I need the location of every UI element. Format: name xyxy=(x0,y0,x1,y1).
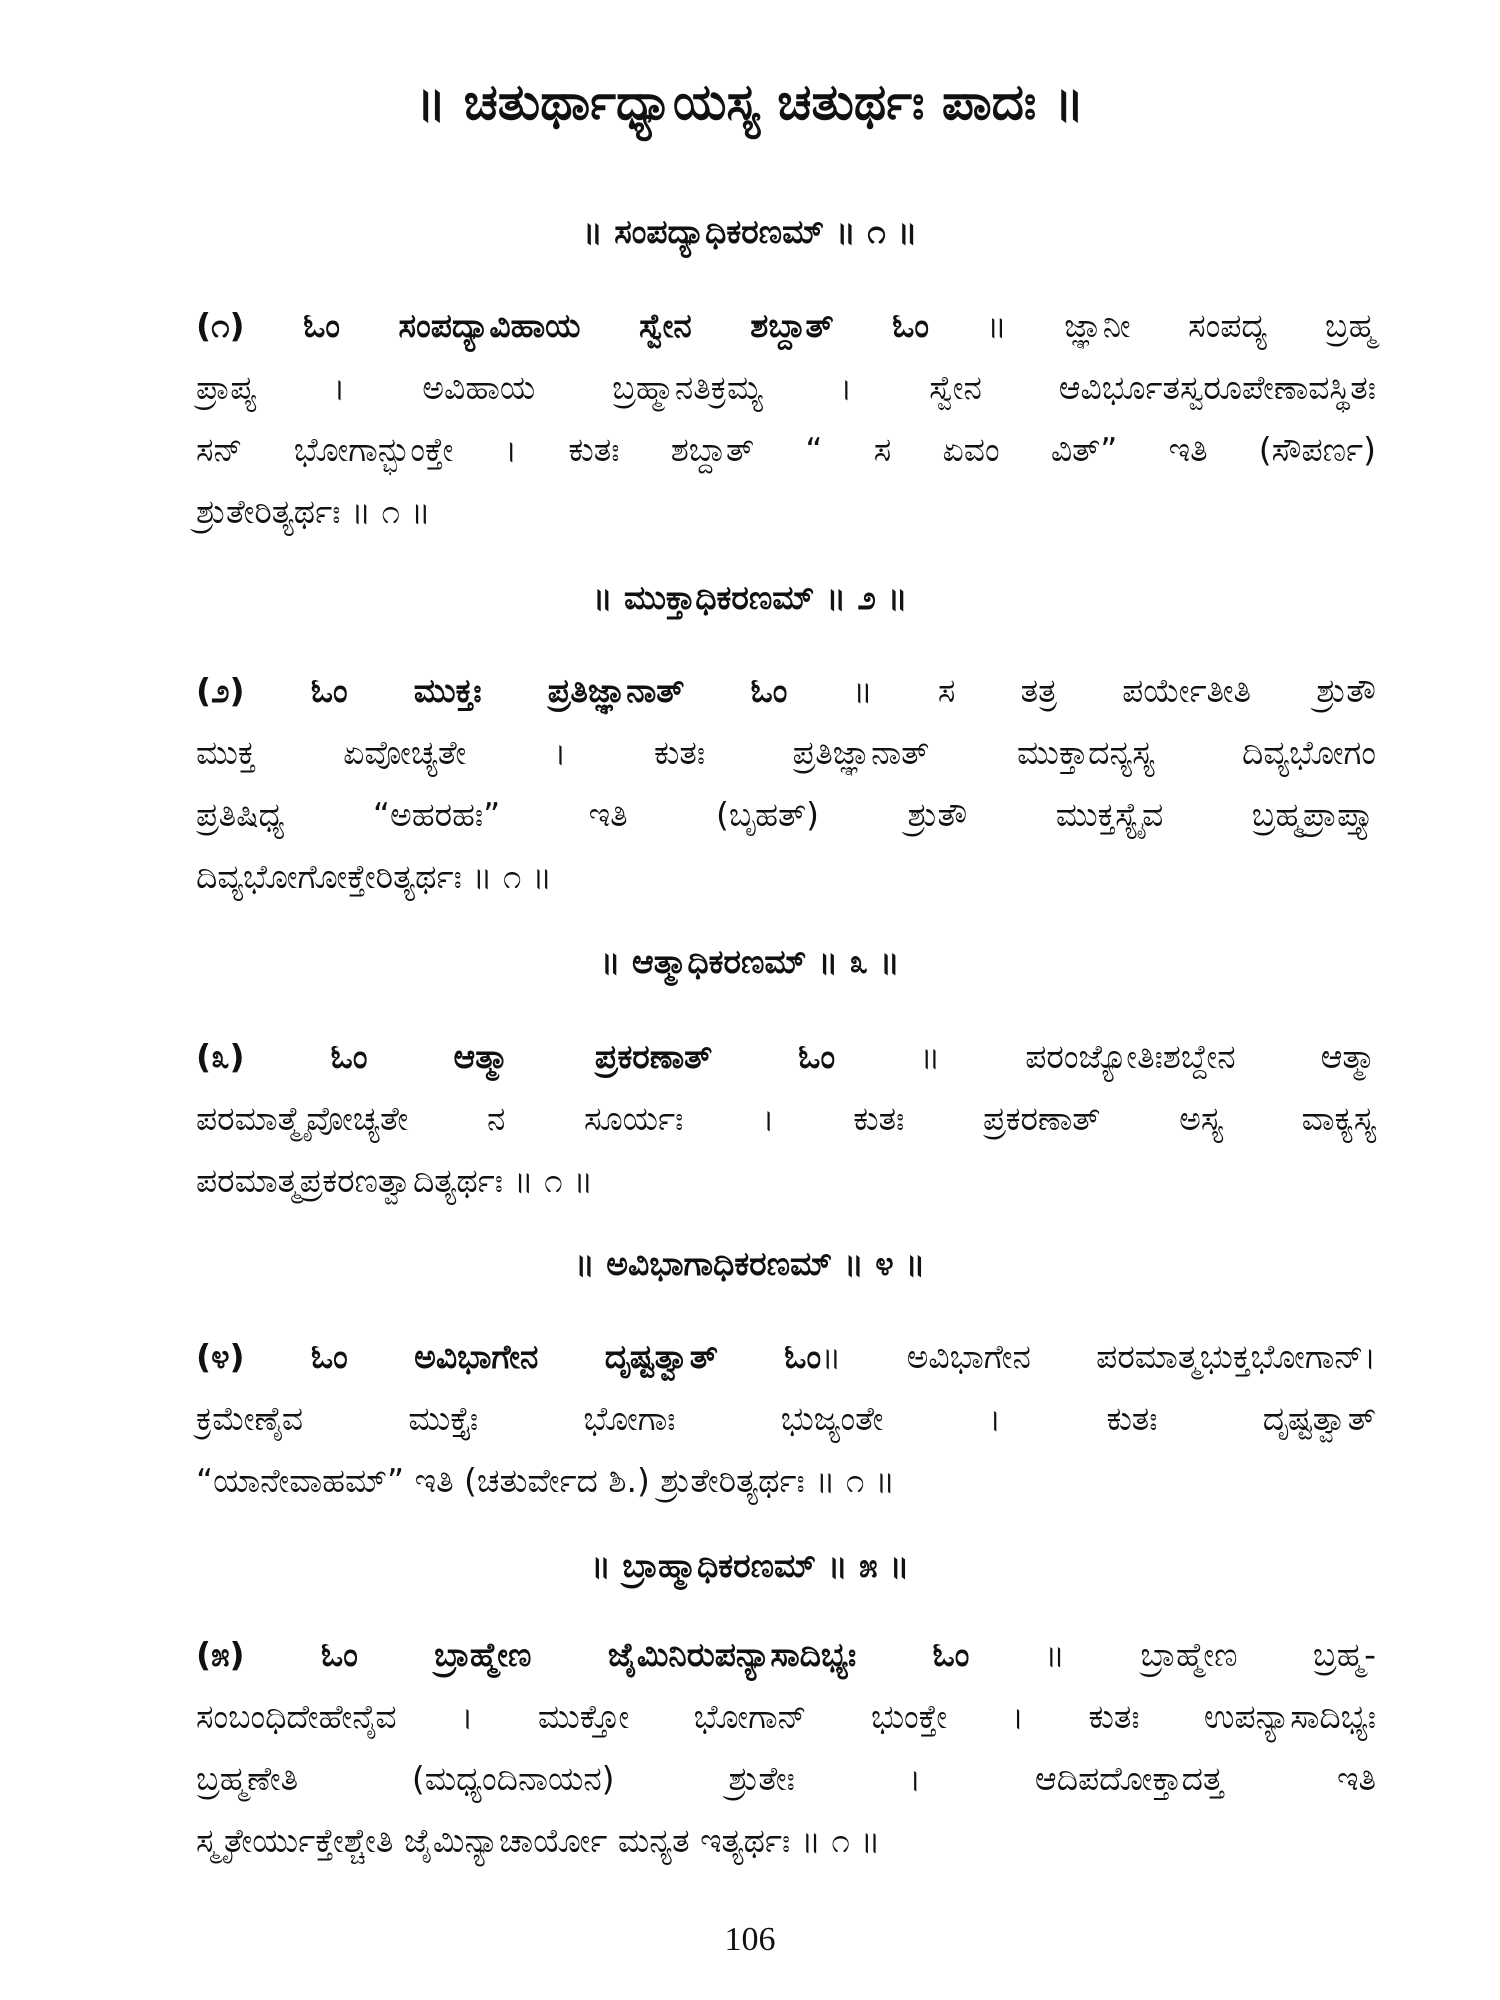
verse-line xyxy=(196,660,1376,722)
verse-line: ಮುಕ್ತ ಏವೋಚ್ಯತೇ । ಕುತಃ ಪ್ರತಿಜ್ಞಾನಾತ್ ಮುಕ್ತಾದನ್ಯಸ್ಯ ದಿವ್ಯಭೋಗಂ xyxy=(196,733,1376,772)
verse-line: ಪರಮಾತ್ಮಪ್ರಕರಣತ್ವಾದಿತ್ಯರ್ಥಃ ॥ ೧ ॥ xyxy=(196,1161,594,1200)
section-heading-5: ॥ ಬ್ರಾಹ್ಮಾಧಿಕರಣಮ್ ॥ ೫ ॥ xyxy=(590,1546,910,1585)
verse-1 xyxy=(196,295,1376,543)
verse-line xyxy=(196,1624,1376,1686)
verse-line xyxy=(196,1326,1376,1388)
sutra-text: (೪) ಓಂ ಅವಿಭಾಗೇನ ದೃಷ್ಟತ್ವಾತ್ ಓಂ xyxy=(196,1337,822,1376)
verse-line: ದಿವ್ಯಭೋಗೋಕ್ತೇರಿತ್ಯರ್ಥಃ ॥ ೧ ॥ xyxy=(196,857,552,896)
verse-line xyxy=(196,295,1376,357)
page-number: 106 xyxy=(724,1921,776,1958)
verse-5 xyxy=(196,1624,1376,1872)
sutra-text: (೧) ಓಂ ಸಂಪದ್ಯಾವಿಹಾಯ ಸ್ವೇನ ಶಬ್ದಾತ್ ಓಂ xyxy=(196,306,930,345)
commentary-text: ॥ ಅವಿಭಾಗೇನ ಪರಮಾತ್ಮಭುಕ್ತಭೋಗಾನ್। xyxy=(821,1337,1376,1376)
commentary-text: ॥ ಜ್ಞಾನೀ ಸಂಪದ್ಯ ಬ್ರಹ್ಮ xyxy=(929,306,1376,345)
commentary-text: ॥ ಬ್ರಾಹ್ಮೇಣ ಬ್ರಹ್ಮ- xyxy=(969,1635,1376,1674)
verse-line: ಶ್ರುತೇರಿತ್ಯರ್ಥಃ ॥ ೧ ॥ xyxy=(196,492,431,531)
verse-line: ಬ್ರಹ್ಮಣೇತಿ (ಮಧ್ಯಂದಿನಾಯನ) ಶ್ರುತೇಃ । ಆದಿಪದೋಕ್ತಾದತ್ತ ಇತಿ xyxy=(196,1759,1376,1798)
section-heading-2: ॥ ಮುಕ್ತಾಧಿಕರಣಮ್ ॥ ೨ ॥ xyxy=(592,578,908,617)
verse-3 xyxy=(196,1026,1376,1212)
verse-line: ಸ್ಮೃತೇರ್ಯುಕ್ತೇಶ್ಚೇತಿ ಜೈಮಿನ್ಯಾಚಾರ್ಯೋ ಮನ್ಯತ ಇತ್ಯರ್ಥಃ ॥ ೧ ॥ xyxy=(196,1821,881,1860)
commentary-text: ॥ ಸ ತತ್ರ ಪರ್ಯೇತೀತಿ ಶ್ರುತೌ xyxy=(787,671,1376,710)
chapter-title: ॥ ಚತುರ್ಥಾಧ್ಯಾಯಸ್ಯ ಚತುರ್ಥಃ ಪಾದಃ ॥ xyxy=(415,73,1085,131)
verse-2 xyxy=(196,660,1376,908)
section-heading-3: ॥ ಆತ್ಮಾಧಿಕರಣಮ್ ॥ ೩ ॥ xyxy=(600,942,900,981)
verse-line xyxy=(196,1026,1376,1088)
verse-line: ಕ್ರಮೇಣೈವ ಮುಕ್ತೈಃ ಭೋಗಾಃ ಭುಜ್ಯಂತೇ । ಕುತಃ ದೃಷ್ಟತ್ವಾತ್ xyxy=(196,1399,1376,1438)
section-heading-1: ॥ ಸಂಪದ್ಯಾಧಿಕರಣಮ್ ॥ ೧ ॥ xyxy=(582,212,918,251)
verse-line: “ಯಾನೇವಾಹಮ್” ಇತಿ (ಚತುರ್ವೇದ ಶಿ.) ಶ್ರುತೇರಿತ್ಯರ್ಥಃ ॥ ೧ ॥ xyxy=(196,1461,895,1500)
sutra-text: (೫) ಓಂ ಬ್ರಾಹ್ಮೇಣ ಜೈಮಿನಿರುಪನ್ಯಾಸಾದಿಭ್ಯಃ ಓಂ xyxy=(196,1635,970,1674)
verse-line: ಪ್ರತಿಷಿಧ್ಯ “ಅಹರಹಃ” ಇತಿ (ಬೃಹತ್) ಶ್ರುತೌ ಮುಕ್ತಸ್ಯೈವ ಬ್ರಹ್ಮಪ್ರಾಪ್ತ್ಯಾ xyxy=(196,795,1376,834)
verse-4 xyxy=(196,1326,1376,1512)
sutra-text: (೩) ಓಂ ಆತ್ಮಾ ಪ್ರಕರಣಾತ್ ಓಂ xyxy=(196,1037,836,1076)
sutra-text: (೨) ಓಂ ಮುಕ್ತಃ ಪ್ರತಿಜ್ಞಾನಾತ್ ಓಂ xyxy=(196,671,788,710)
verse-line: ಸಂಬಂಧಿದೇಹೇನೈವ । ಮುಕ್ತೋ ಭೋಗಾನ್ ಭುಂಕ್ತೇ । ಕುತಃ ಉಪನ್ಯಾಸಾದಿಭ್ಯಃ xyxy=(196,1697,1376,1736)
verse-line: ಪರಮಾತ್ಮೈವೋಚ್ಯತೇ ನ ಸೂರ್ಯಃ । ಕುತಃ ಪ್ರಕರಣಾತ್ ಅಸ್ಯ ವಾಕ್ಯಸ್ಯ xyxy=(196,1099,1376,1138)
verse-line: ಸನ್ ಭೋಗಾನ್ಭುಂಕ್ತೇ । ಕುತಃ ಶಬ್ದಾತ್ “ ಸ ಏವಂ ವಿತ್” ಇತಿ (ಸೌಪರ್ಣ) xyxy=(196,430,1376,469)
section-heading-4: ॥ ಅವಿಭಾಗಾಧಿಕರಣಮ್ ॥ ೪ ॥ xyxy=(574,1244,926,1283)
commentary-text: ॥ ಪರಂಜ್ಯೋತಿಃಶಬ್ದೇನ ಆತ್ಮಾ xyxy=(835,1037,1376,1076)
verse-line: ಪ್ರಾಪ್ಯ । ಅವಿಹಾಯ ಬ್ರಹ್ಮಾನತಿಕ್ರಮ್ಯ । ಸ್ವೇನ ಆವಿರ್ಭೂತಸ್ವರೂಪೇಣಾವಸ್ಥಿತಃ xyxy=(196,368,1376,407)
